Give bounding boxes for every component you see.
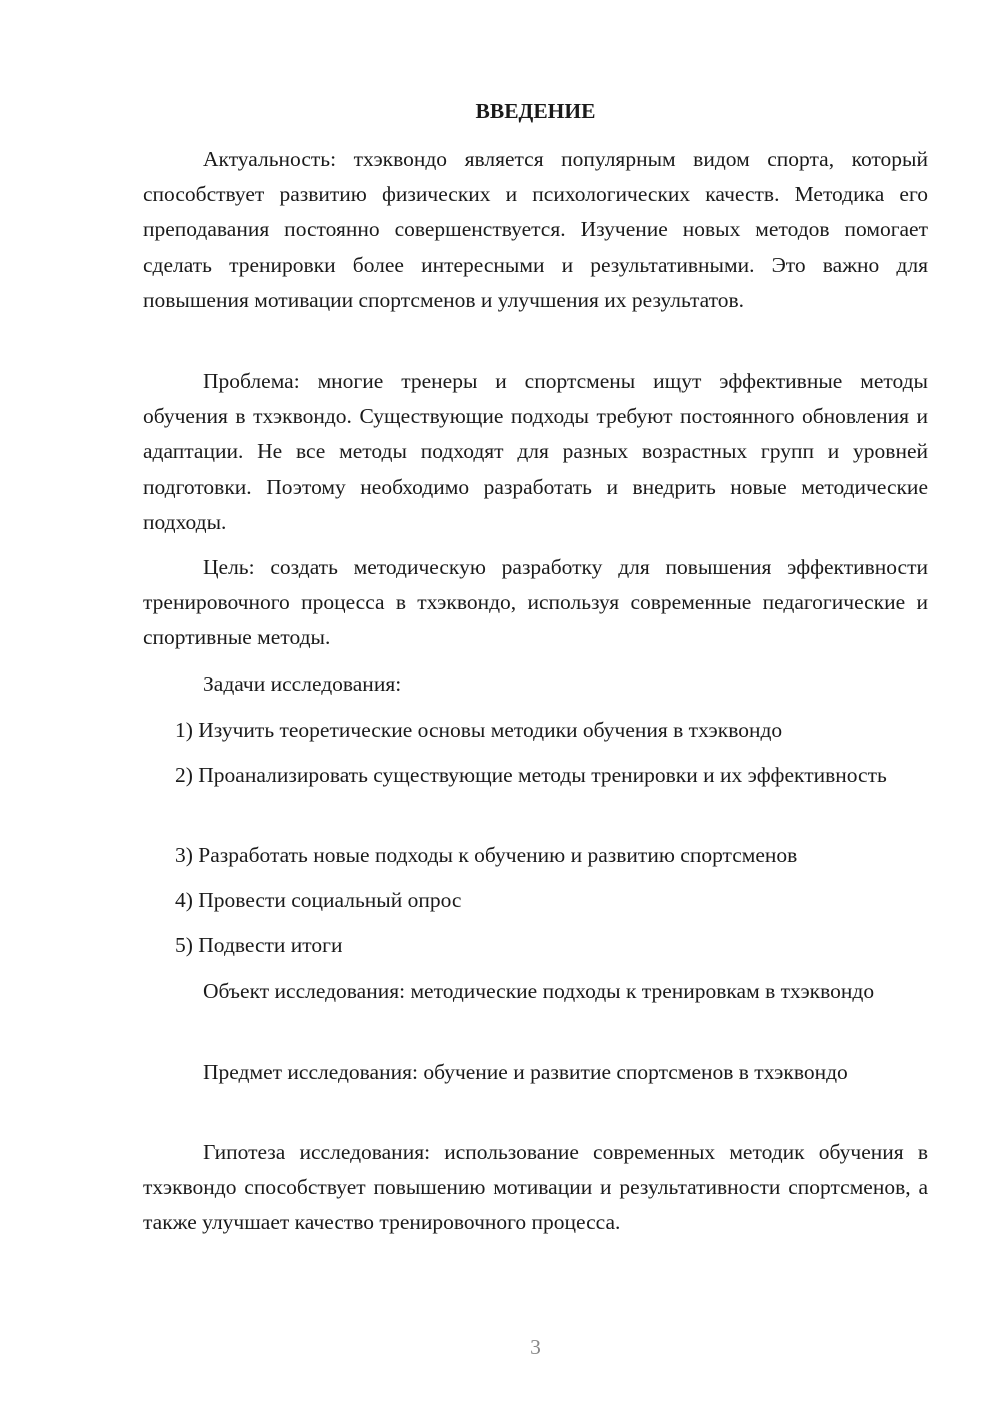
paragraph-relevance: Актуальность: тхэквондо является популярным видом спорта, который способствует развитию физических и психологических качеств. Методика его преподавания постоянно совершенствуется. Изучение новых методов помогает сделать тренировки более интересными и результативными. Это важно для повышения мотивации спортсменов и улучшения их результатов. (143, 147, 928, 312)
paragraph-tasks-heading: Задачи исследования: (203, 672, 402, 696)
task-item-2: 2) Проанализировать существующие методы тренировки и их эффективность (175, 763, 887, 787)
page-number: 3 (530, 1335, 541, 1359)
task-item-5: 5) Подвести итоги (175, 933, 343, 957)
paragraph-object: Объект исследования: методические подходы к тренировкам в тхэквондо (203, 979, 875, 1003)
task-item-1: 1) Изучить теоретические основы методики обучения в тхэквондо (175, 718, 783, 742)
paragraph-subject: Предмет исследования: обучение и развитие спортсменов в тхэквондо (203, 1060, 848, 1084)
page-title: ВВЕДЕНИЕ (475, 99, 596, 123)
task-item-3: 3) Разработать новые подходы к обучению и развитию спортсменов (175, 843, 798, 867)
task-item-4: 4) Провести социальный опрос (175, 888, 462, 912)
paragraph-goal: Цель: создать методическую разработку для повышения эффективности тренировочного процесса в тхэквондо, используя современные педагогические и спортивные методы. (143, 555, 928, 650)
paragraph-problem: Проблема: многие тренеры и спортсмены ищут эффективные методы обучения в тхэквондо. Существующие подходы требуют постоянного обновления и адаптации. Не все методы подходят для разных возрастных групп и уровней подготовки. Поэтому необходимо разработать и внедрить новые методические подходы. (143, 369, 928, 534)
paragraph-hypothesis: Гипотеза исследования: использование современных методик обучения в тхэквондо способствует повышению мотивации и результативности спортсменов, а также улучшает качество тренировочного процесса. (143, 1140, 928, 1235)
